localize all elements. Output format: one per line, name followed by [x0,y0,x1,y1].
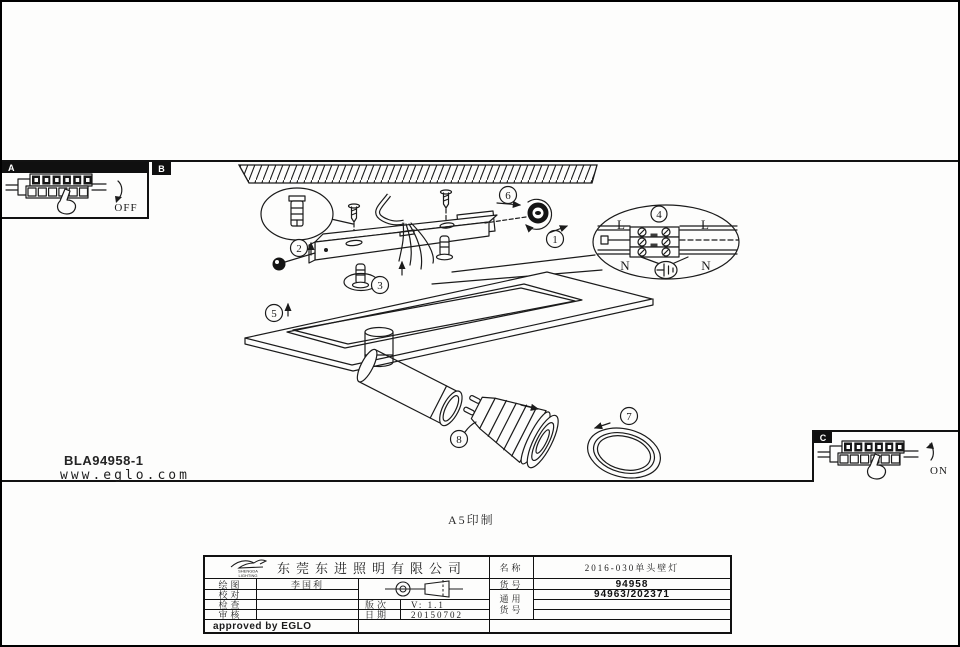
label-n-right: N [701,258,711,273]
label-l-right: L [701,217,709,232]
svg-text:4: 4 [656,209,662,221]
label-n-left: N [620,258,630,273]
on-label: ON [930,465,948,477]
terminal-strip [818,441,918,465]
company-cell [205,557,490,579]
svg-text:8: 8 [456,434,462,446]
ceiling-hatch [239,165,597,183]
empty-cell-2 [534,610,730,620]
ceiling-plate [245,272,653,371]
callout-7 [595,408,638,429]
wiring-detail [593,205,739,279]
inset-a-header [2,162,147,173]
off-label: OFF [114,202,138,214]
date-label: 日期 [359,610,401,620]
projection-symbol-cell [359,579,490,600]
company-logo [227,558,271,578]
label-l-left: L [617,217,625,232]
company-name: 东莞东进照明有限公司 [276,561,467,576]
inset-switch-on [812,430,958,482]
inset-c-drawing [814,432,958,482]
inspect-value [257,600,359,610]
gu10-bulb [454,377,564,471]
inset-c-label: C [814,432,832,443]
review-value [257,610,359,620]
inset-a-label: A [8,162,15,173]
svg-text:5: 5 [271,308,277,320]
doc-number: BLA94958-1 [64,453,144,468]
wiring-leader-1 [452,255,595,272]
common-item-value: 94963/202371 [534,590,730,600]
review-label: 审核 [205,610,257,620]
title-block [203,555,732,634]
terminal-strip [6,174,106,198]
svg-text:SHENGDA: SHENGDA [238,568,258,573]
svg-text:1: 1 [552,234,558,246]
svg-text:LIGHTING: LIGHTING [238,572,258,578]
name-value: 2016-030单头壁灯 [534,557,730,579]
svg-text:3: 3 [377,280,383,292]
print-note: A5印制 [448,513,495,527]
earth-symbol-icon [655,262,677,279]
draw-label: 绘图 [205,579,257,590]
svg-text:2: 2 [296,243,302,255]
empty-cell-1 [534,600,730,610]
glass-lens [582,421,665,482]
inset-switch-off [2,162,149,219]
inset-a-drawing [2,173,147,217]
proof-value [257,590,359,600]
version-label: 版次 [359,600,401,610]
common-item-label: 通用 货号 [490,590,534,620]
item-label: 货号 [490,579,534,590]
svg-text:6: 6 [505,190,511,202]
empty-cell-3 [359,620,490,632]
rotate-on-arrow [926,442,934,460]
callout-5 [266,304,289,322]
date-value: 20150702 [401,610,490,620]
empty-cell-4 [490,620,730,632]
callout-6 [497,187,520,206]
callout-2 [291,240,312,257]
draw-value: 李国利 [257,579,359,590]
projection-symbol-icon [381,579,467,599]
name-label: 名称 [490,557,534,579]
callout-8 [451,422,477,448]
svg-text:7: 7 [626,411,632,423]
callout-1 [547,226,568,248]
approved-note: approved by EGLO [205,620,359,632]
rotate-off-arrow [115,181,122,203]
proof-label: 校对 [205,590,257,600]
version-value: V: 1.1 [401,600,490,610]
callout-3 [372,262,403,294]
inspect-label: 检查 [205,600,257,610]
item-value: 94958 [534,579,730,590]
website-url: www.eglo.com [60,468,190,483]
section-b-label: B [152,162,171,175]
mounting-screw-right [441,190,452,223]
